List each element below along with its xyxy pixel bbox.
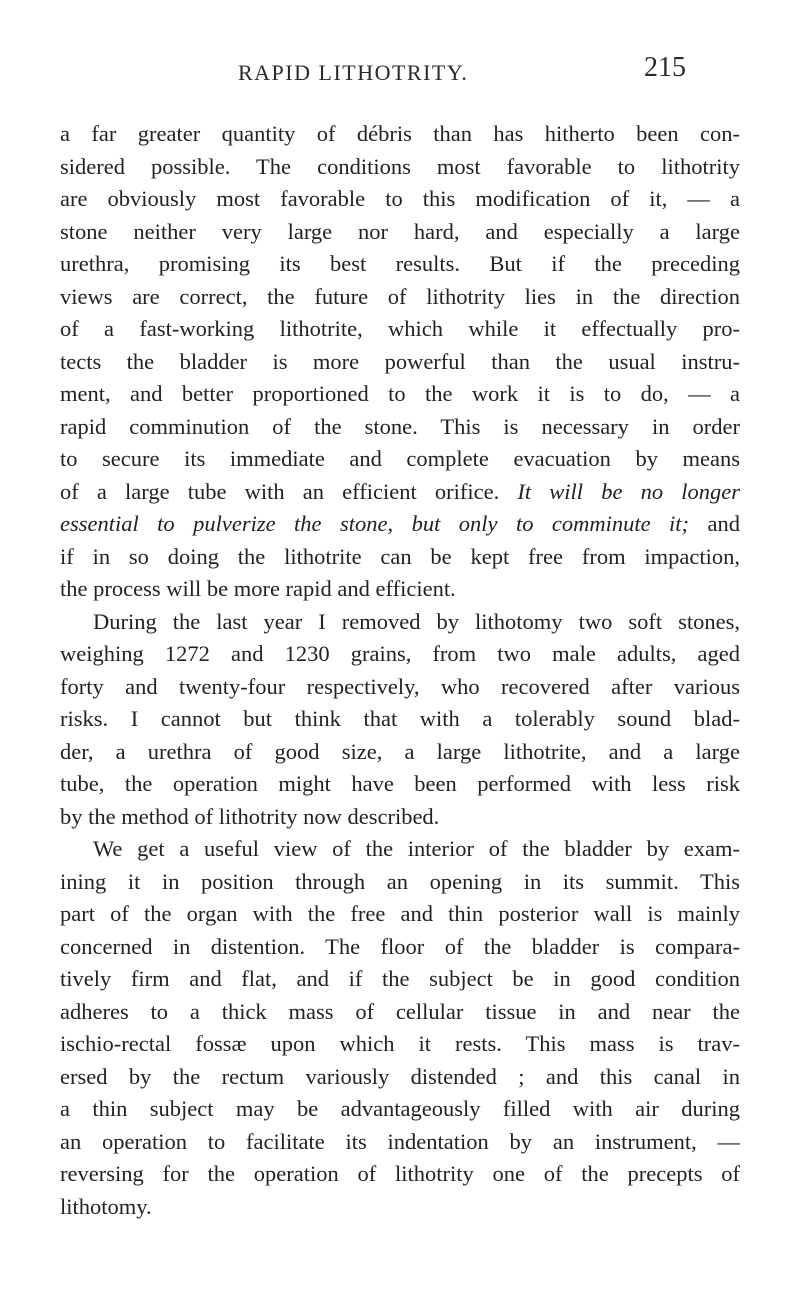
text-line: weighing 1272 and 1230 grains, from two male adults, aged [60,641,740,666]
text-line: the process will be more rapid and efficient. [60,576,456,601]
text-line: an operation to facilitate its indentation by an instrument, — [60,1128,740,1154]
italic-span: It will be no longer [517,478,740,504]
text-line: stone neither very large nor hard, and especially a large [60,218,740,244]
text-line: of a fast-working lithotrite, which while it effectually pro- [60,316,740,341]
text-line: ining it in position through an opening in its summit. This [60,868,740,894]
text-line: tively firm and flat, and if the subject be in good condition [60,966,740,991]
text-line: views are correct, the future of lithotrity lies in the direction [60,283,740,309]
italic-span: essential to pulverize the stone, [60,511,394,536]
text-line: urethra, promising its best results. But if the preceding [60,251,740,276]
text-span: and [707,511,741,536]
text-line: a far greater quantity of débris than has hitherto been con- [60,121,740,146]
text-line: part of the organ with the free and thin posterior wall is mainly [60,901,740,926]
italic-span: but only to comminute it; [411,511,690,536]
body-text [60,118,740,1223]
text-line: are obviously most favorable to this modification of it, — a [60,186,740,211]
text-line: to secure its immediate and complete evacuation by means [60,446,740,471]
text-span: of a large tube with an efficient orifice. [60,478,500,504]
text-line: forty and twenty-four respectively, who recovered after various [60,673,740,699]
text-line [60,476,740,509]
running-title: RAPID LITHOTRITY. [238,60,469,85]
text-line: rapid comminution of the stone. This is necessary in order [60,413,740,439]
text-line: by the method of lithotrity now described. [60,803,440,829]
text-line: We get a useful view of the interior of the bladder by exam- [93,836,740,861]
text-line: reversing for the operation of lithotrity one of the precepts of [60,1161,740,1186]
text-line: if in so doing the lithotrite can be kept free from impaction, [60,543,740,569]
text-line: During the last year I removed by lithotomy two soft stones, [93,608,740,634]
text-line: ischio-rectal fossæ upon which it rests. This mass is trav- [60,1031,740,1056]
text-line: lithotomy. [60,1193,152,1219]
text-line: sidered possible. The conditions most favorable to lithotrity [60,153,740,179]
text-line [60,508,740,541]
text-line: tube, the operation might have been performed with less risk [60,771,740,796]
text-line: der, a urethra of good size, a large lithotrite, and a large [60,738,740,764]
text-line: adheres to a thick mass of cellular tissue in and near the [60,998,740,1024]
text-line: risks. I cannot but think that with a tolerably sound blad- [60,706,740,731]
text-line: tects the bladder is more powerful than the usual instru- [60,348,740,374]
text-line: a thin subject may be advantageously filled with air during [60,1096,740,1121]
text-line: ersed by the rectum variously distended ; and this canal in [60,1063,740,1089]
text-line: concerned in distention. The floor of the bladder is compara- [60,933,740,959]
page-number: 215 [644,52,686,83]
text-line: ment, and better proportioned to the work it is to do, — a [60,381,740,406]
